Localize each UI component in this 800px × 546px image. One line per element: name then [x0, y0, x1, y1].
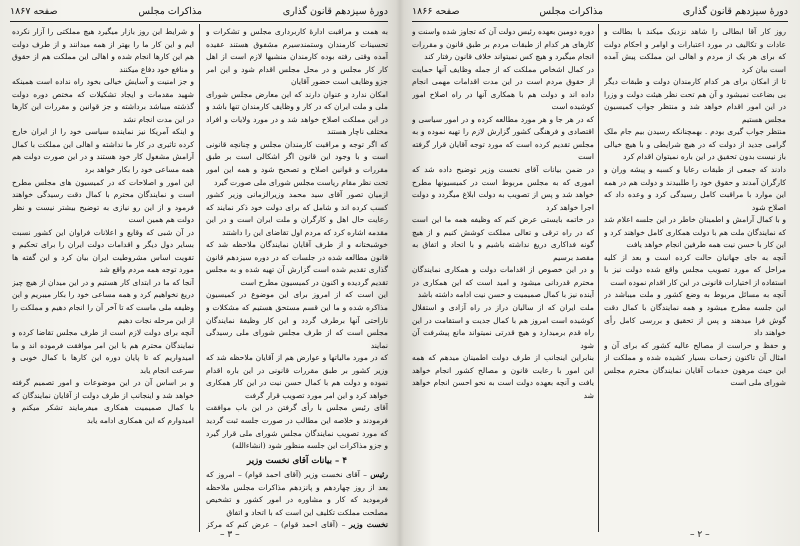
paragraph: به همت و مراقبت ادارهٔ کاربرداری مجلس و تشکرات و تحسینات کارمندان وستمندسیرم مشفوق هستند عقیده آمده وقتی رفته بوده کارمندان منشیها لازم است از اهل کار کار مجلس و در محل مجلس اقدام شود و این امر جزو وظایف است حضور آقایان [206, 27, 388, 87]
page-marker: – ۳ – [220, 530, 240, 540]
paragraph: خوشبختانه و از طرف آقایان نمایندگان ملاحظه شد که قانون مطالعه شده در جلسات که در دوره سیزدهم قانون گذاری تقدیم شده است گزارش آن تهیه شده و به مجلس تقدیم گردیده و اکنون در کمیسیون مطرح است [206, 240, 388, 287]
paragraph: و شرایط این روز بازار میگیرد هیچ مملکتی را آزار نکرده ایم و این کار ما را بهتر از همه میدانند و از طرف دولت هم این کارها انجام شده و اهالی این مملکت هم از حقوق و منافع خود دفاع میکنند [12, 27, 194, 74]
page-marker: – ۲ – [690, 530, 710, 540]
speech-paragraph [206, 469, 388, 519]
paragraph: ازمیان تصور آقای سید محمد وزیرالزمانی وزیر کشور کسب کرده اند و شامل که برای دولت خود ذکر نمایند که رعایت حال اهل و کارگران و ملت ایران است و در این مقدمه اشاره کرد که مردم اول تقاضای این را داشتند [206, 190, 388, 237]
paragraph: که در هر جا و هر مورد مطالعه کرده و در امور سیاسی و اقتصادی و فرهنگی کشور گزارش لازم را تهیه نموده و به مجلس تقدیم کرده است که مورد توجه آقایان قرار گرفته است [412, 114, 594, 162]
text-column-left [412, 26, 594, 531]
speech-text: – آقای نخست وزیر (آقای احمد قوام) – امروز که بعد از روز چهاردهم و پانزدهم مذاکرات مجلس ملاحظه فرمودید که کار و مشاوره در امور کشور و تشخیص مصلحت مملکت تکلیف این است که با اتحاد و اتفاق [206, 470, 388, 517]
page-number: صفحه ۱۸۶۷ [10, 6, 58, 17]
paragraph: در کمال اشخاص مملکت که از جمله وظایف آنها حمایت از حقوق مردم است در این مدت اقدامات مهمی انجام داده اند و دولت هم با همکاری آنها در راه اصلاح امور کوشیده است [412, 64, 594, 112]
paragraph: آنچه به مسائل مربوط به وضع کشور و ملت میباشد در این جلسه مطرح میشود و همه نمایندگان با کمال دقت گوش فرا میدهند و پس از تحقیق و بررسی کامل رأی خواهند داد [604, 290, 786, 338]
paragraph: که در مورد مالیاتها و عوارض هم از آقایان ملاحظه شد که وزیر کشور بر طبق مقررات قانونی در این باره اقدام نموده و دولت هم با کمال حسن نیت در این کار همکاری خواهد کرد و این امر مورد تصویب قرار گرفت [206, 353, 388, 400]
paragraph: آقای رئیس مجلس با رأی گرفتن در این باب موافقت فرمودند و خلاصه این مطالب در صورت جلسه ثبت گردید که مورد تصویب نمایندگان مجلس شورای ملی قرار گیرد و جزو مذاکرات این جلسه منظور شود (انشاءالله) [206, 403, 388, 451]
paragraph: روز کار آقا ابطالی را شاهد نزدیک میکند با بطالت و عادات و تکالیف در مورد اعتبارات و اوامر و احکام دولت که برای هر یک از مردم و اهالی این مملکت پیش آمده است بیان کرد [604, 27, 786, 74]
paragraph: و در این خصوص از اقدامات دولت و همکاری نمایندگان محترم قدردانی میشود و امید است که این همکاری در آینده نیز با کمال صمیمیت و حسن نیت ادامه داشته باشد [412, 265, 594, 300]
speaker-name: نخست وزیر [349, 520, 388, 530]
paragraph: و جز امنیت و آسایش خیالی بخود راه نداده است همینکه شهید مقدمات و ایجاد تشکیلات که مختص دوره دولت گذشته میباشد برداشته و جز قوانین و مقررات این کارها در این مدت انجام نشد [12, 77, 194, 124]
paragraph: این است که از امروز برای این موضوع در کمیسیون مذاکره شده و ما این قسم مستحق هستیم که مشکلات و ناراحتی آنها برطرف گردد و این کار وظیفهٔ نمایندگان مجلس است که از طرف مجلس شورای ملی رسیدگی نمایند [206, 290, 388, 350]
text-column-right [604, 26, 786, 531]
paragraph: آنچه به جای جهانیان حالت کرده است و بعد از کلیه مراحل که مورد تصویب مجلس واقع شده دولت نیز با استفاده از اختیارات قانونی در این کار اقدام نموده است [604, 252, 786, 287]
speaker-name: رئیس [370, 470, 388, 480]
paragraph: و بر اساس آن در این موضوعات و امور تصمیم گرفته خواهد شد و اینجانب از طرف دولت از آقایان نمایندگان که با کمال صمیمیت همکاری میفرمایند تشکر میکنم و امیدوارم که این همکاری ادامه یابد [12, 378, 194, 425]
journal-title: دورهٔ سیزدهم قانون گذاری [282, 6, 388, 17]
paragraph: دادند که جمعی از طبقات رعایا و کسبه و پیشه وران و کارگران آمدند و حقوق خود را طلبیدند و دولت هم در همه این موارد با مراقبت کامل رسیدگی کرد و وعده داد که اصلاح شود [604, 165, 786, 212]
paragraph: تا از امکان برای هر کدام کارمندان دولت و طبقات دیگر بی بضاعت نمیشود و آن هم تحت نظر هیئت دولت و وزرا در این امور اقدام خواهد شد و منتظر جواب کمیسیون مجلس هستیم [604, 77, 786, 124]
section-title: مذاکرات مجلس [539, 6, 603, 17]
header-rule [10, 21, 388, 22]
paragraph: منتظر جواب گیری بودم . بهمچنانکه رسیدن بیم جام ملک گرامی جدید از دولت که در هیچ شرایطی و با هیچ خیالی باز نیست بدون تحقیق در این باره نمیتوان اقدام کرد [604, 127, 786, 162]
paragraph: در آن شبی که وقایع و اعلانات فراوان این کشور نسبت بسایر دول دیگر و اقدامات دولت ایران را برای تحکیم و تقویت اساس مشروطیت ایران بیان کرد و این گفته ها مورد توجه همه مردم واقع شد [12, 227, 194, 275]
header-rule [412, 21, 788, 22]
paragraph: این امور و اصلاحات که در کمیسیون های مجلس مطرح است و نمایندگان محترم با کمال دقت رسیدگی خواهند فرمود و از این رو نیازی به توضیح بیشتر نیست و نظر دولت هم همین است [12, 177, 194, 225]
paragraph: ملت ایران که از سالیان دراز در راه آزادی و استقلال کوشیده است امروز هم با کمال جدیت و استقامت در این راه قدم برمیدارد و هیچ قدرتی نمیتواند مانع پیشرفت آن شود [412, 303, 594, 350]
column-divider [199, 24, 200, 532]
page-header [412, 4, 788, 20]
paragraph: آنچه برای دولت لازم است از طرف مجلس تقاضا کرده و نمایندگان محترم هم با این امر موافقت فرموده اند و ما امیدواریم که تا پایان دوره این کارها با کمال خوبی و سرعت انجام یابد [12, 328, 194, 375]
section-title: مذاکرات مجلس [138, 6, 202, 17]
paragraph: و حفظ و حراست از مصالح عالیه کشور که برای آن و امثال آن تاکنون زحمات بسیار کشیده شده و مملکت از این حیث مرهون خدمات آقایان نمایندگان محترم مجلس شورای ملی است [604, 340, 786, 388]
page-header [10, 4, 388, 20]
text-column-right [206, 26, 388, 531]
column-divider [598, 24, 599, 532]
page-number: صفحه ۱۸۶۶ [412, 6, 460, 17]
section-heading: ۴ – بیانات آقای نخست وزیر [247, 455, 347, 466]
paragraph: بنابراین اینجانب از طرف دولت اطمینان میدهم که همه این امور با رعایت قانون و مصالح کشور انجام خواهد یافت و آنچه بعهده دولت است به نحو احسن انجام خواهد شد [412, 353, 594, 400]
paragraph: امکان ندارد و عنوان دارند که این معارض مجلس شورای ملی و ملت ایران که در کار و وظایف کارمندان تنها باشد و در این مملکت اصلاح خواهد شد و در مورد ولایات و افراد مختلف ناچار هستند [206, 89, 388, 137]
paragraph: و اینکه آمریکا نیز نماینده سیاسی خود را از ایران خارج کرده تاثیری در کار ما نداشته و اهالی این مملکت با کمال آرامش مشغول کار خود هستند و در این صورت دولت هم همه مساعی خود را بکار خواهد برد [12, 127, 194, 175]
text-column-left [12, 26, 194, 531]
paragraph: و با کمال آرامش و اطمینان خاطر در این جلسه اعلام شد که نمایندگان ملت هم با دولت همکاری کامل خواهند کرد و این کار با حسن نیت همه طرفین انجام خواهد یافت [604, 215, 786, 250]
journal-title: دورهٔ سیزدهم قانون گذاری [682, 6, 788, 17]
paragraph: دوره دومین بعهده رئیس دولت آن که تجاوز شده واسنت و کارهای هر کدام از طبقات مردم بر طبق قانون و مقررات انجام میگیرد و هیچ کس نمیتواند خلاف قانون رفتار کند [412, 27, 594, 62]
paragraph: آنجا که ما در ابتدای کار هستیم و در این میدان از هیچ چیز دریغ نخواهیم کرد و همه مساعی خود را بکار میبریم و این وظیفه ملی ماست که تا آخر آن را انجام دهیم و مملکت را از این مرحله نجات دهیم [12, 277, 194, 325]
paragraph: در خاتمه بایستی عرض کنم که وظیفه همه ما این است که در راه ترقی و تعالی مملکت کوشش کنیم و از هیچ گونه فداکاری دریغ نداشته باشیم و با اتحاد و اتفاق به مقصد برسیم [412, 215, 594, 262]
speech-text: – (آقای احمد قوام) – عرض کنم که مرکز [206, 520, 346, 530]
right-page [400, 0, 800, 546]
paragraph: که اگر توجه و مراقبت کارمندان مجلس و چنانچه قانونی است و با وجود این قانون اگر اشکالی است بر طبق مقررات و قوانین اصلاح و تصحیح شود و همه این امور تحت نظر مقام ریاست مجلس شورای ملی صورت گیرد [206, 139, 388, 187]
paragraph: در ضمن بیانات آقای نخست وزیر توضیح داده شد که اموری که به مجلس مربوط است در کمیسیونها مطرح خواهد شد و پس از تصویب به دولت ابلاغ میگردد و دولت اجرا خواهد کرد [412, 165, 594, 212]
